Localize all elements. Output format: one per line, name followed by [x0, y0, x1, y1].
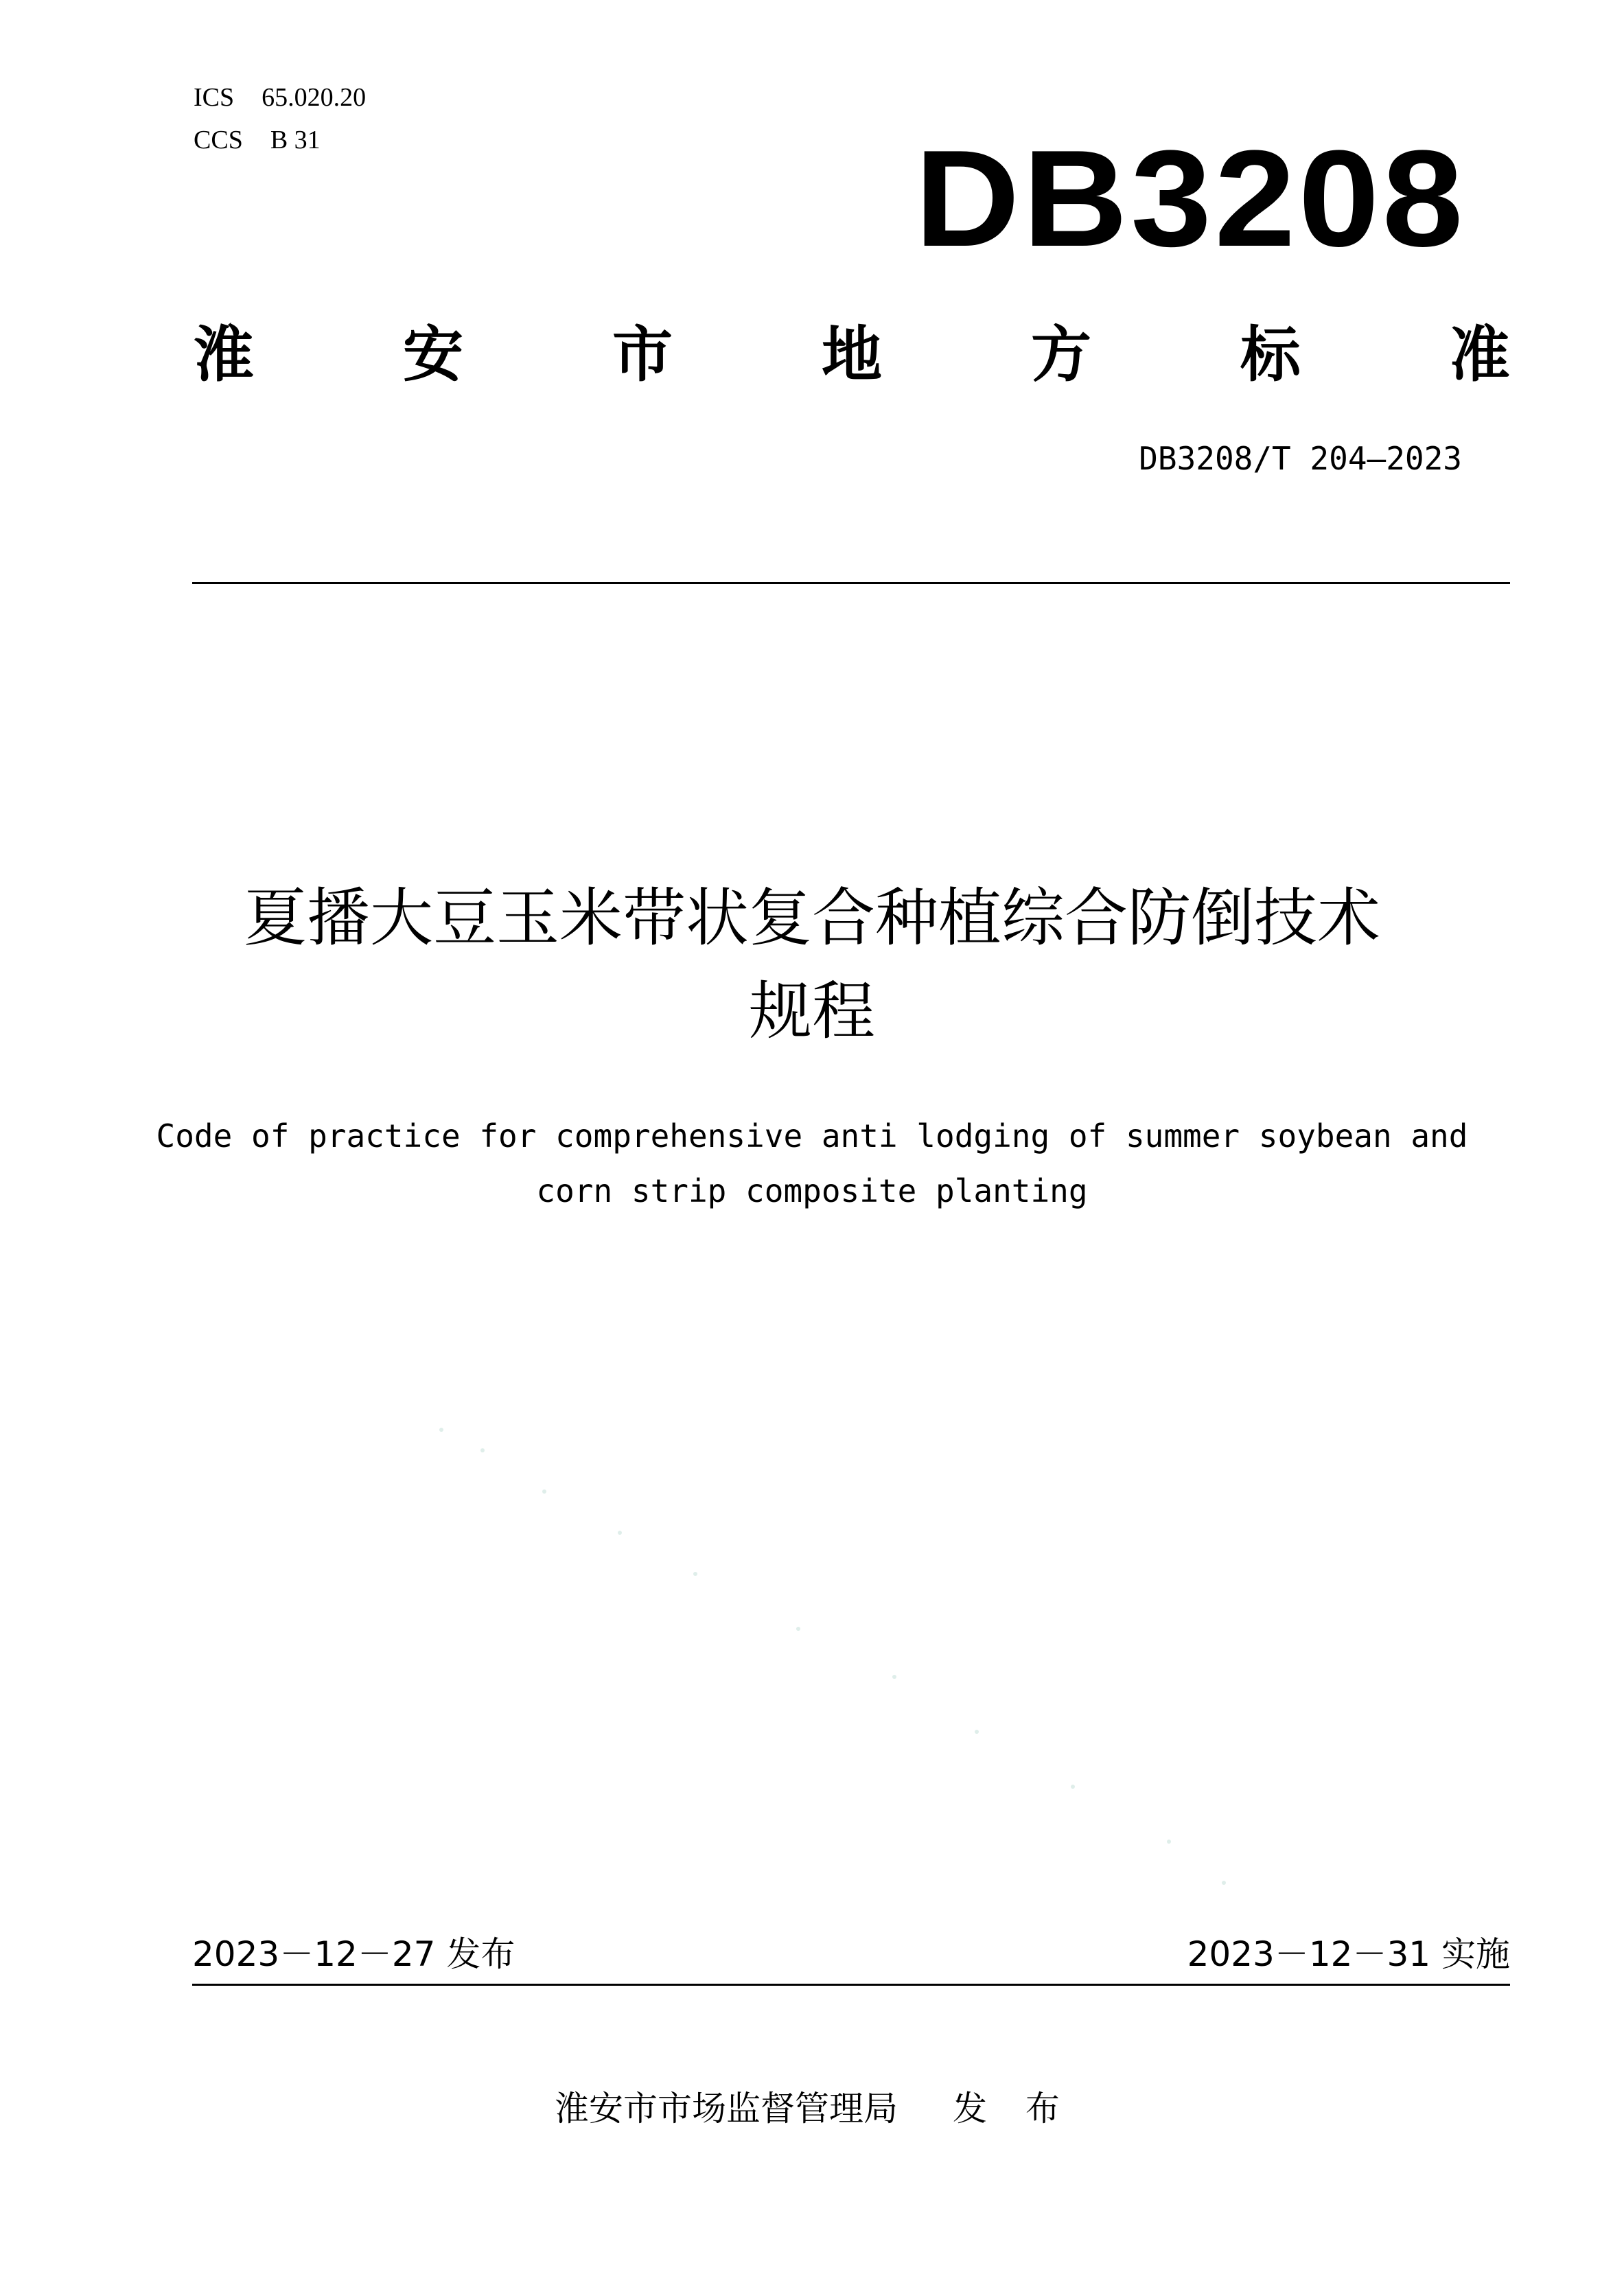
standard-type-char: 淮	[194, 319, 255, 390]
title-english-line-1: Code of practice for comprehensive anti lodging of summer soybean and	[156, 1117, 1468, 1155]
issue-date: 2023－12－27 发布	[192, 1934, 515, 1974]
publisher-name: 淮安市市场监督管理局	[555, 2089, 898, 2129]
publisher-line	[555, 2087, 1074, 2131]
implementation-date: 2023－12－31 实施	[1187, 1934, 1510, 1974]
standard-type-char: 方	[1030, 319, 1091, 390]
publisher-action: 发 布	[953, 2089, 1074, 2129]
standard-type-char: 地	[821, 319, 882, 390]
standard-number: DB3208/T 204—2023	[1139, 440, 1462, 477]
standard-type-char: 安	[402, 319, 463, 390]
ics-label: ICS	[194, 83, 235, 112]
ics-classification	[194, 82, 366, 113]
title-chinese-line-2: 规程	[748, 975, 875, 1048]
ccs-label: CCS	[194, 126, 243, 154]
standard-type-char: 市	[612, 319, 673, 390]
ccs-classification	[194, 125, 321, 155]
bottom-divider	[192, 1984, 1510, 1986]
title-english-line-2: corn strip composite planting	[536, 1172, 1088, 1209]
standard-type-char: 标	[1240, 319, 1301, 390]
title-chinese	[0, 872, 1624, 1058]
title-english	[0, 1109, 1624, 1218]
title-chinese-line-1: 夏播大豆玉米带状复合种植综合防倒技术	[243, 881, 1380, 955]
top-divider	[192, 582, 1510, 584]
standard-type-heading	[194, 317, 1510, 393]
standard-mark-logo: DB3208	[914, 122, 1466, 275]
ics-code: 65.020.20	[262, 83, 367, 112]
standard-type-char: 准	[1449, 319, 1510, 390]
ccs-code: B 31	[270, 126, 321, 154]
